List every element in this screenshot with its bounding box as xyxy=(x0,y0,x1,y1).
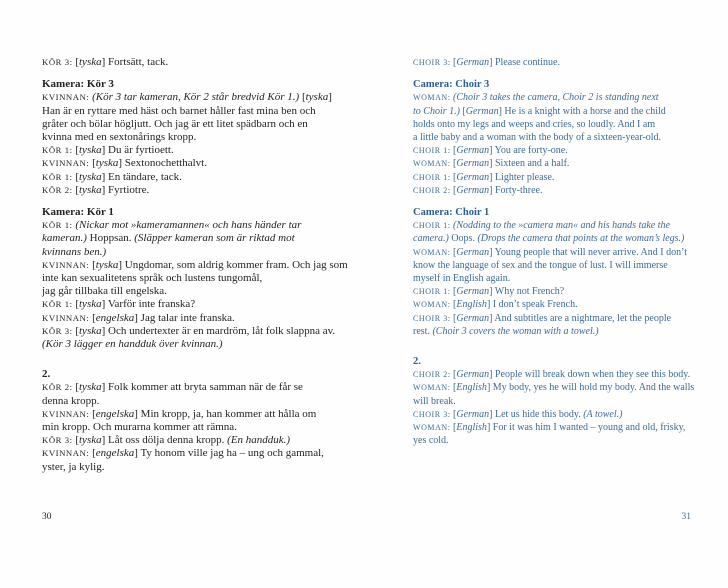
stage-direction-or-language-tag: (Kör 3 lägger en handduk över kvinnan.) xyxy=(42,338,223,351)
dialogue-text: ] My body, yes he will hold my body. And the walls xyxy=(486,382,695,394)
dialogue-paragraph xyxy=(413,368,703,447)
script-line xyxy=(413,368,703,381)
dialogue-text: ] Sextonochetthalvt. xyxy=(118,157,207,170)
script-line xyxy=(42,312,376,325)
dialogue-text: [ xyxy=(89,157,96,170)
dialogue-text: gråter och bölar högljutt. Och jag är ett litet spädbarn och en xyxy=(42,117,308,130)
script-line xyxy=(42,118,376,131)
dialogue-text: [ xyxy=(89,311,96,324)
dialogue-text: ] Du är fyrtioett. xyxy=(101,144,174,157)
script-line xyxy=(42,232,376,245)
script-line xyxy=(42,171,376,184)
script-line xyxy=(413,91,703,104)
stage-direction-or-language-tag: (Nodding to the »camera man« and his hands take the xyxy=(453,220,670,232)
script-line xyxy=(413,56,703,69)
dialogue-text: [ xyxy=(450,382,457,394)
stage-direction-or-language-tag: German xyxy=(456,246,490,258)
speaker-name: WOMAN: xyxy=(413,159,451,169)
speaker-name: CHOIR 1: xyxy=(413,287,451,297)
script-line xyxy=(42,259,376,272)
dialogue-text: rest. xyxy=(413,325,433,337)
script-line xyxy=(413,171,703,184)
speaker-name: WOMAN: xyxy=(413,93,451,103)
script-line xyxy=(42,157,376,170)
dialogue-paragraph xyxy=(413,91,703,197)
script-line xyxy=(413,131,703,144)
dialogue-text: ] Och undertexter är en mardröm, låt folk slappna av. xyxy=(101,324,336,337)
stage-direction-or-language-tag: kameran.) xyxy=(42,232,87,245)
dialogue-text: [ xyxy=(450,286,457,298)
dialogue-text: holds onto my legs and weeps and cries, so loudly. And I am xyxy=(413,118,656,130)
script-line xyxy=(413,421,703,434)
stage-direction-or-language-tag: tyska xyxy=(79,381,102,394)
dialogue-text: know the language of sex and the tongue of lust. I will immerse xyxy=(413,259,668,271)
script-line xyxy=(413,408,703,421)
script-line xyxy=(413,246,703,259)
stage-direction-or-language-tag: tyska xyxy=(79,56,102,68)
speaker-name: KÖR 2: xyxy=(42,184,73,195)
script-line xyxy=(42,144,376,157)
section-number: 2. xyxy=(42,368,51,381)
dialogue-text: [ xyxy=(72,144,79,157)
stage-direction-or-language-tag: (Kör 3 tar kameran, Kör 2 står bredvid Kör 1.) xyxy=(92,91,300,104)
speaker-name: KVINNAN: xyxy=(42,312,90,323)
stage-direction-or-language-tag: English xyxy=(456,422,487,434)
script-line xyxy=(42,246,376,259)
stage-direction-or-language-tag: tyska xyxy=(79,183,102,196)
dialogue-text: ] Ty honom ville jag ha – ung och gammal, xyxy=(134,447,324,460)
section-number: 2. xyxy=(413,356,421,368)
dialogue-text: yster, ja kylig. xyxy=(42,460,105,473)
script-line xyxy=(413,312,703,325)
speaker-name: KVINNAN: xyxy=(42,448,90,459)
stage-direction-or-language-tag: tyska xyxy=(305,91,329,104)
stage-direction-or-language-tag: engelska xyxy=(95,407,135,420)
speaker-name: KVINNAN: xyxy=(42,259,90,270)
script-line xyxy=(42,131,376,144)
stage-direction-or-language-tag: tyska xyxy=(79,324,102,337)
script-line xyxy=(413,259,703,272)
dialogue-text: ] Jag talar inte franska. xyxy=(134,311,235,324)
dialogue-text: [ xyxy=(450,246,457,258)
dialogue-paragraph xyxy=(42,381,376,473)
speaker-name: CHOIR 3: xyxy=(413,313,451,323)
stage-direction-or-language-tag: German xyxy=(465,105,499,117)
script-line xyxy=(42,285,376,298)
script-line xyxy=(42,434,376,447)
speaker-name: CHOIR 1: xyxy=(413,146,451,156)
script-line xyxy=(42,421,376,434)
stage-direction-or-language-tag: (Choir 3 takes the camera, Choir 2 is standing next xyxy=(453,92,659,104)
script-line xyxy=(413,144,703,157)
dialogue-text: ] Min kropp, ja, han kommer att hålla om xyxy=(134,407,317,420)
speaker-name: KÖR 3: xyxy=(42,57,73,67)
stage-direction-or-language-tag: kvinnans ben.) xyxy=(42,245,107,258)
speaker-name: CHOIR 3: xyxy=(413,409,451,419)
script-line xyxy=(413,118,703,131)
dialogue-text: [ xyxy=(72,324,79,337)
dialogue-text: ] Varför inte franska? xyxy=(101,298,196,311)
scene-heading: Kamera: Kör 1 xyxy=(42,206,114,219)
scene-heading: Camera: Choir 3 xyxy=(413,79,490,91)
stage-direction-or-language-tag: to Choir 1.) xyxy=(413,105,460,117)
dialogue-text: [ xyxy=(299,91,306,104)
script-line xyxy=(42,298,376,311)
speaker-name: KVINNAN: xyxy=(42,92,90,103)
dialogue-text: [ xyxy=(72,434,79,447)
dialogue-text: ] You are forty-one. xyxy=(489,145,568,157)
dialogue-text: [ xyxy=(72,298,79,311)
dialogue-text: [ xyxy=(89,258,96,271)
dialogue-text: myself in English again. xyxy=(413,273,511,285)
dialogue-text: [ xyxy=(72,56,79,68)
stage-direction-or-language-tag: English xyxy=(456,382,487,394)
speaker-name: KÖR 1: xyxy=(42,220,73,231)
dialogue-text: [ xyxy=(450,408,457,420)
speaker-name: CHOIR 3: xyxy=(413,58,451,67)
dialogue-paragraph xyxy=(413,219,703,338)
script-line xyxy=(42,91,376,104)
dialogue-text: ] He is a knight with a horse and the child xyxy=(498,105,666,117)
script-line xyxy=(42,56,376,69)
dialogue-text: [ xyxy=(450,158,457,170)
dialogue-text: min kropp. Och murarna kommer att rämna. xyxy=(42,421,237,434)
script-line xyxy=(413,184,703,197)
dialogue-text: will break. xyxy=(413,395,456,407)
dialogue-text: ] Sixteen and a half. xyxy=(489,158,570,170)
script-line xyxy=(42,381,376,394)
script-line xyxy=(413,219,703,232)
script-line xyxy=(42,272,376,285)
stage-direction-or-language-tag: German xyxy=(456,158,490,170)
script-line xyxy=(413,105,703,118)
speaker-name: KÖR 1: xyxy=(42,299,73,310)
speaker-name: CHOIR 2: xyxy=(413,185,451,195)
speaker-name: KÖR 1: xyxy=(42,171,73,182)
dialogue-text: [ xyxy=(450,57,457,68)
dialogue-text: ] Please continue. xyxy=(489,57,560,68)
scene-heading: Camera: Choir 1 xyxy=(413,207,490,219)
page-number-right: 31 xyxy=(681,512,691,522)
stage-direction-or-language-tag: (Choir 3 covers the woman with a towel.) xyxy=(432,325,599,337)
dialogue-text: ] Folk kommer att bryta samman när de får se xyxy=(101,381,303,394)
page-number-left: 30 xyxy=(42,512,52,522)
speaker-name: WOMAN: xyxy=(413,247,451,257)
stage-direction-or-language-tag: (A towel.) xyxy=(583,408,623,420)
dialogue-text: [ xyxy=(72,381,79,394)
dialogue-text: inte kan sexualitetens språk och lustens tungomål, xyxy=(42,272,263,285)
script-line xyxy=(413,298,703,311)
dialogue-text: ] Fyrtiotre. xyxy=(101,183,150,196)
stage-direction-or-language-tag: (Släpper kameran som är riktad mot xyxy=(134,232,295,245)
stage-direction-or-language-tag: (Nickar mot »kameramannen« och hans händer tar xyxy=(75,219,302,232)
speaker-name: CHOIR 2: xyxy=(413,370,451,380)
dialogue-text: ] For it was him I wanted – young and old, frisky, xyxy=(486,422,686,434)
dialogue-text: ] People will break down when they see this body. xyxy=(489,369,691,381)
script-line xyxy=(42,105,376,118)
script-line xyxy=(413,157,703,170)
speaker-name: WOMAN: xyxy=(413,423,451,433)
stage-direction-or-language-tag: German xyxy=(456,286,490,298)
stage-direction-or-language-tag: tyska xyxy=(79,170,102,183)
speaker-name: WOMAN: xyxy=(413,383,451,393)
dialogue-text: [ xyxy=(450,299,457,311)
stage-direction-or-language-tag: German xyxy=(456,145,490,157)
dialogue-text: ] En tändare, tack. xyxy=(101,170,182,183)
script-line xyxy=(42,338,376,351)
dialogue-text: [ xyxy=(450,145,457,157)
page-left-swedish xyxy=(42,56,376,474)
stage-direction-or-language-tag: tyska xyxy=(79,434,102,447)
speaker-name: KÖR 3: xyxy=(42,325,73,336)
script-line xyxy=(413,395,703,408)
dialogue-text: ] Let us hide this body. xyxy=(489,408,584,420)
stage-direction-or-language-tag: tyska xyxy=(79,144,102,157)
dialogue-text: ] Ungdomar, som aldrig kommer fram. Och jag som xyxy=(118,258,348,271)
stage-direction-or-language-tag: German xyxy=(456,369,490,381)
stage-direction-or-language-tag: tyska xyxy=(95,258,119,271)
stage-direction-or-language-tag: German xyxy=(456,408,490,420)
script-line xyxy=(413,272,703,285)
stage-direction-or-language-tag: engelska xyxy=(95,447,135,460)
script-line xyxy=(42,447,376,460)
dialogue-paragraph xyxy=(42,219,376,351)
script-line xyxy=(42,395,376,408)
dialogue-text: ] Forty-three. xyxy=(489,184,543,196)
script-line xyxy=(413,232,703,245)
dialogue-text: [ xyxy=(72,183,79,196)
dialogue-text: ] Låt oss dölja denna kropp. xyxy=(101,434,228,447)
stage-direction-or-language-tag: engelska xyxy=(95,311,135,324)
script-line xyxy=(42,461,376,474)
script-line xyxy=(42,219,376,232)
dialogue-text: [ xyxy=(459,105,466,117)
dialogue-paragraph xyxy=(42,91,376,197)
dialogue-text: [ xyxy=(89,447,96,460)
dialogue-text: [ xyxy=(450,422,457,434)
script-line xyxy=(42,408,376,421)
dialogue-text: [ xyxy=(450,184,457,196)
stage-direction-or-language-tag: tyska xyxy=(95,157,119,170)
dialogue-text: a little baby and a woman with the body of a sixteen-year-old. xyxy=(413,132,662,144)
dialogue-text: [ xyxy=(450,312,457,324)
dialogue-text: jag går tillbaka till engelska. xyxy=(42,285,167,298)
scene-heading: Kamera: Kör 3 xyxy=(42,78,114,91)
speaker-name: KÖR 1: xyxy=(42,145,73,156)
script-line xyxy=(413,285,703,298)
script-line xyxy=(42,325,376,338)
stage-direction-or-language-tag: German xyxy=(456,171,490,183)
script-line xyxy=(42,184,376,197)
dialogue-text: kvinna med en sextonårings kropp. xyxy=(42,131,197,144)
dialogue-text: ] Lighter please. xyxy=(489,171,555,183)
dialogue-paragraph xyxy=(42,56,376,69)
dialogue-text: ] Why not French? xyxy=(489,286,565,298)
dialogue-text: ] I don’t speak French. xyxy=(486,299,578,311)
speaker-name: KÖR 2: xyxy=(42,382,73,393)
dialogue-text: Han är en ryttare med häst och barnet håller fast mina ben och xyxy=(42,104,316,117)
speaker-name: KÖR 3: xyxy=(42,435,73,446)
dialogue-text: Hoppsan. xyxy=(86,232,135,245)
dialogue-text: denna kropp. xyxy=(42,394,100,407)
stage-direction-or-language-tag: camera.) xyxy=(413,233,449,245)
stage-direction-or-language-tag: English xyxy=(456,299,487,311)
dialogue-text: yes cold. xyxy=(413,435,449,447)
stage-direction-or-language-tag: (Drops the camera that points at the woman’s legs.) xyxy=(477,233,685,245)
speaker-name: KVINNAN: xyxy=(42,408,90,419)
speaker-name: CHOIR 1: xyxy=(413,221,451,231)
script-line xyxy=(413,325,703,338)
dialogue-text: ] Fortsätt, tack. xyxy=(101,56,169,68)
stage-direction-or-language-tag: German xyxy=(456,57,490,68)
stage-direction-or-language-tag: German xyxy=(456,312,490,324)
dialogue-text: ] And subtitles are a nightmare, let the people xyxy=(489,312,672,324)
dialogue-text: ] Young people that will never arrive. And I don’t xyxy=(489,246,687,258)
dialogue-text: [ xyxy=(450,369,457,381)
dialogue-text: Oops. xyxy=(448,233,478,245)
speaker-name: CHOIR 1: xyxy=(413,172,451,182)
script-line xyxy=(413,434,703,447)
stage-direction-or-language-tag: (En handduk.) xyxy=(227,434,291,447)
stage-direction-or-language-tag: German xyxy=(456,184,490,196)
script-line xyxy=(413,381,703,394)
page-right-english xyxy=(413,56,703,447)
dialogue-text: [ xyxy=(89,407,96,420)
dialogue-text: ] xyxy=(328,91,332,104)
speaker-name: KVINNAN: xyxy=(42,158,90,169)
dialogue-paragraph xyxy=(413,56,703,69)
dialogue-text: [ xyxy=(72,170,79,183)
stage-direction-or-language-tag: tyska xyxy=(79,298,102,311)
dialogue-text: [ xyxy=(450,171,457,183)
speaker-name: WOMAN: xyxy=(413,300,451,310)
